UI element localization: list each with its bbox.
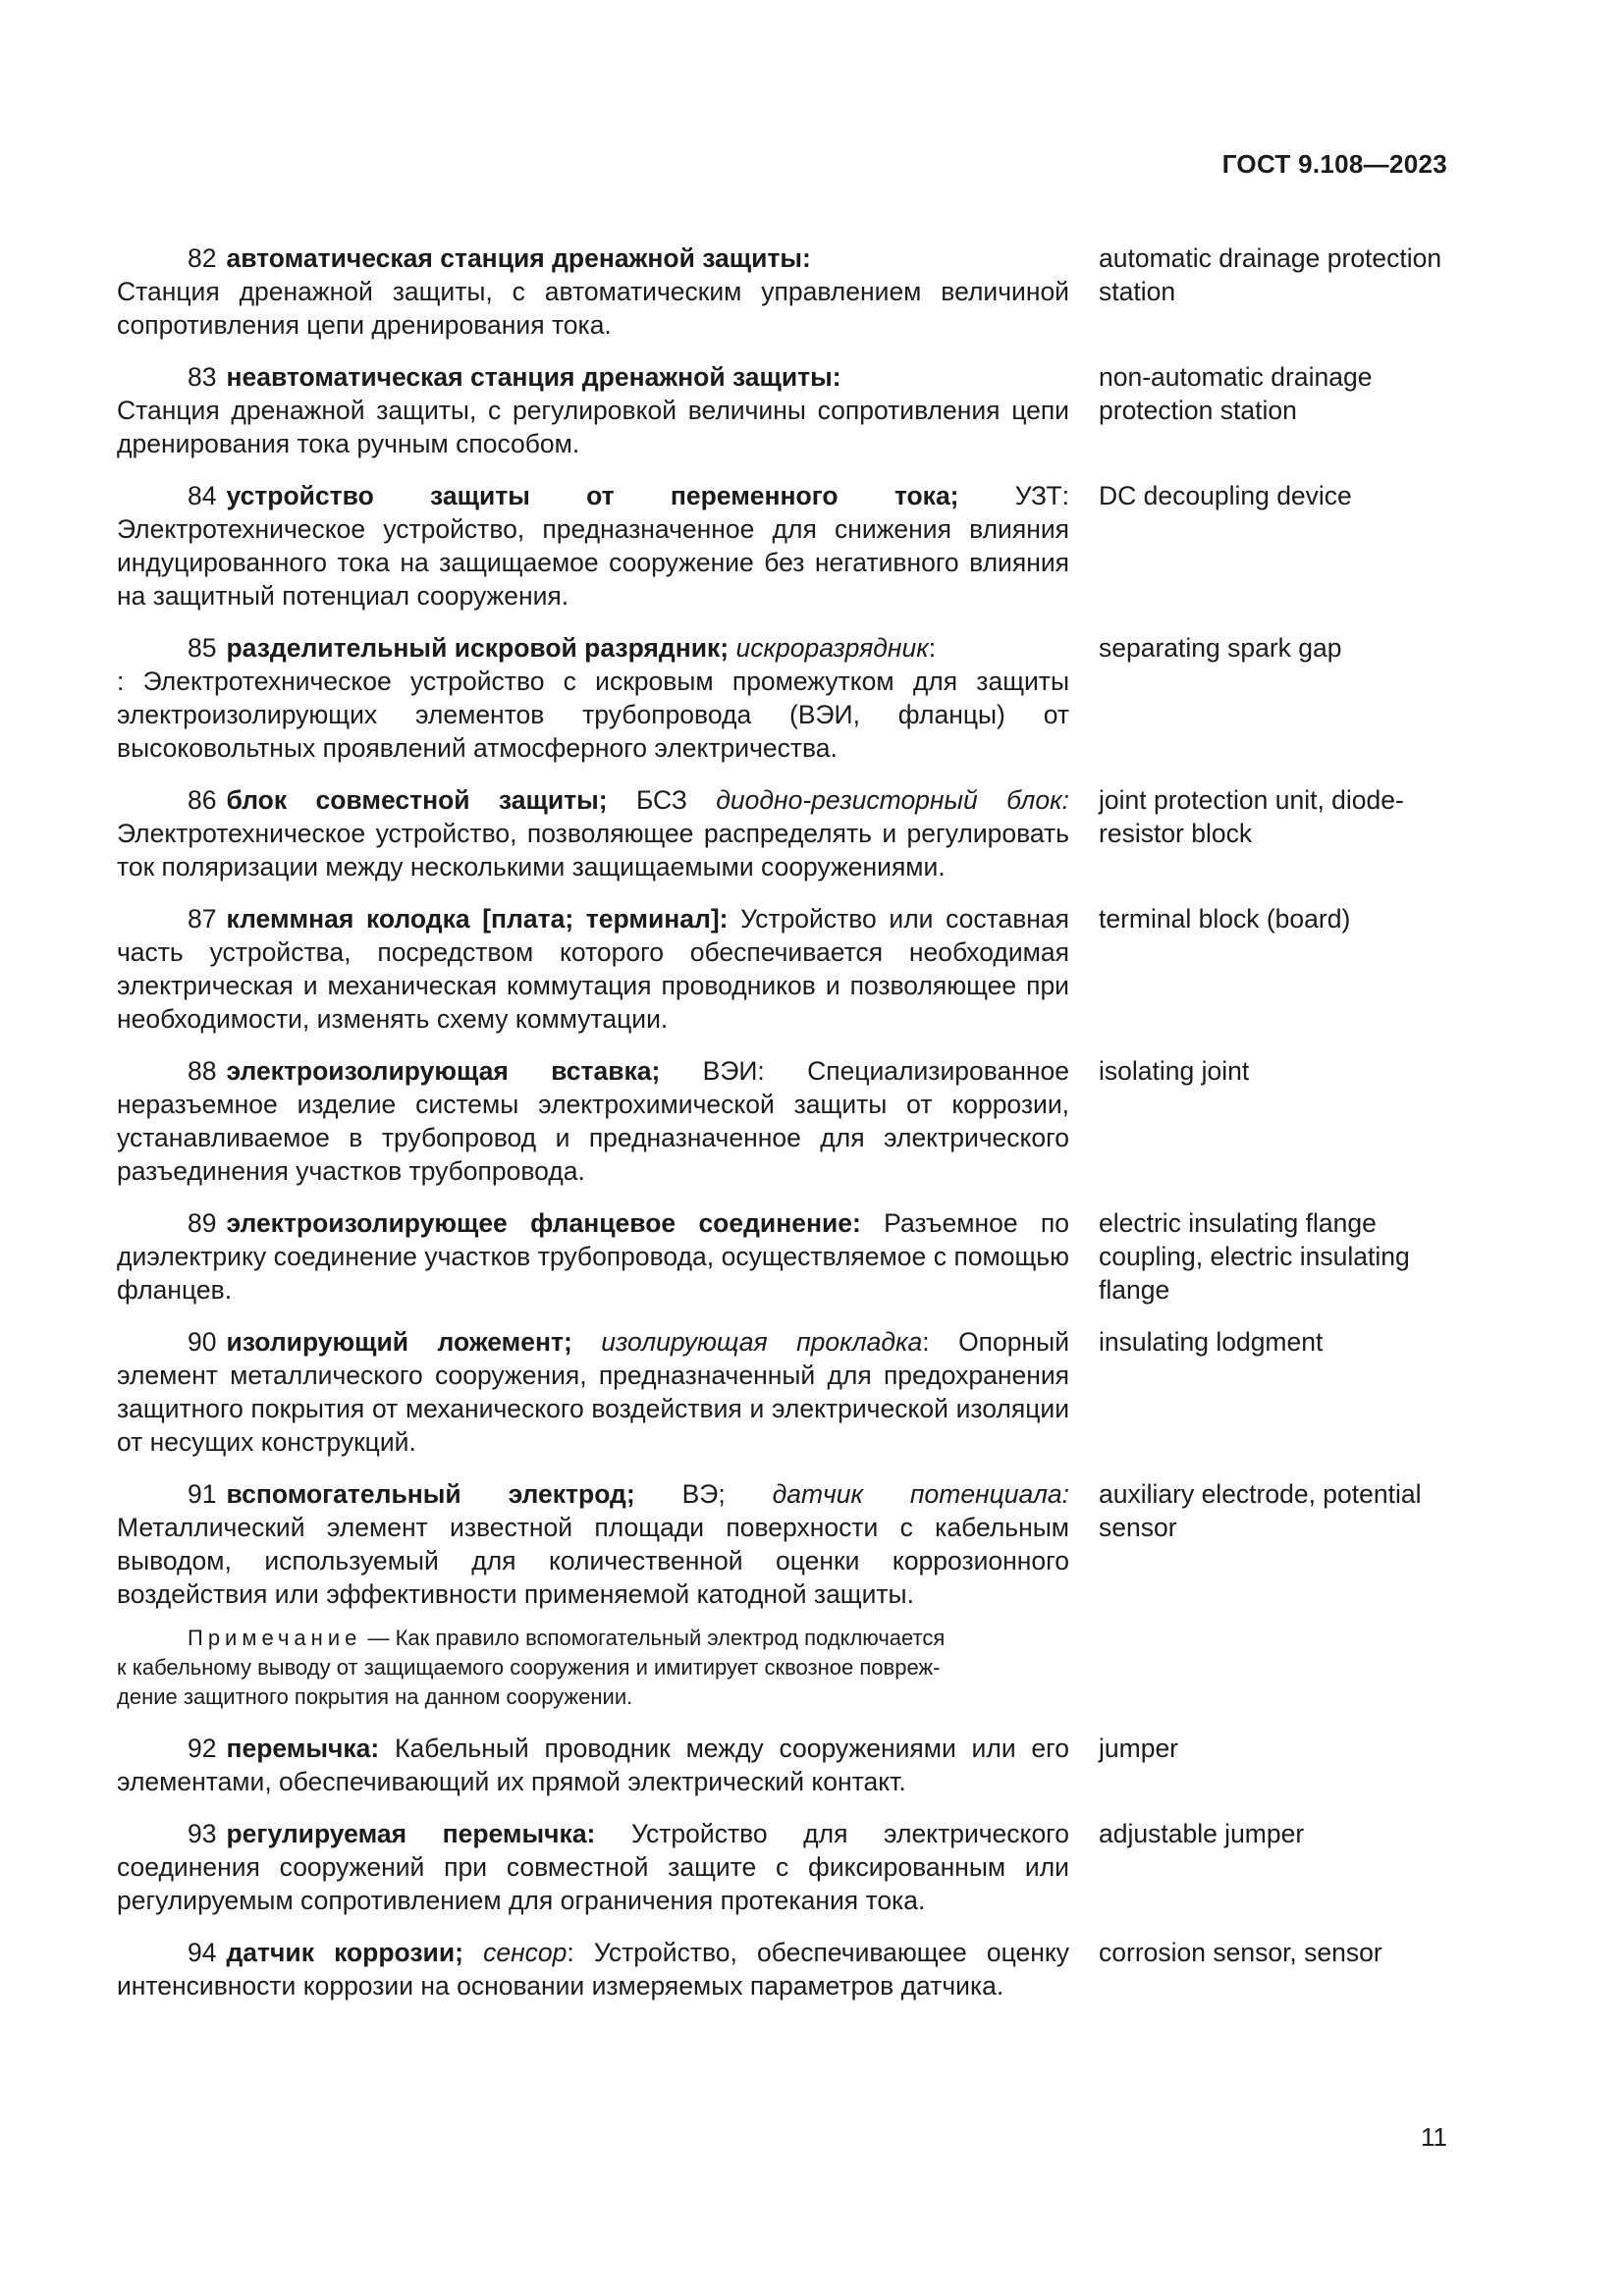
term-english-equivalent: automatic drainage protection station [1099, 243, 1442, 306]
term-number: 84 [188, 481, 217, 510]
term-definition-text: Устройство или составная часть устройства, посредством которого обеспечивается необходимая электрическая и механическая коммутация проводников и позволяющее при необходимости, изменять схему коммутации. [117, 904, 1070, 1034]
term-abbreviation: БСЗ [607, 785, 717, 815]
term-english-equivalent: auxiliary electrode, potential sensor [1099, 1479, 1422, 1542]
term-definition-ru [117, 360, 1069, 460]
term-definition-ru [117, 479, 1069, 613]
term-name: датчик коррозии; [226, 1938, 463, 1967]
note-text-line: — Как правило вспомогательный электрод подключается [361, 1626, 946, 1650]
term-definition-ru [117, 783, 1069, 883]
note-label: Примечание [188, 1626, 362, 1650]
term-name: вспомогательный электрод; [226, 1479, 635, 1509]
term-number: 82 [188, 243, 217, 273]
term-english-equivalent: separating spark gap [1099, 633, 1342, 663]
term-definition-ru [117, 1817, 1069, 1917]
document-designation: ГОСТ 9.108—2023 [1221, 149, 1447, 179]
page-number: 11 [1421, 2122, 1447, 2152]
term-entry-94 [117, 1936, 1452, 2002]
term-english-equivalent: terminal block (board) [1099, 904, 1351, 934]
term-definition-ru [117, 1732, 1069, 1798]
term-entry-87 [117, 902, 1452, 1036]
term-definition-text: УЗТ: Электротехническое устройство, предназначенное для снижения влияния индуцированного тока на защищаемое сооружение без негативного влияния на защитный потенциал сооружения. [117, 481, 1069, 611]
term-synonym: диодно-резисторный блок: [716, 785, 1069, 815]
term-number: 83 [188, 362, 217, 392]
term-number: 92 [188, 1734, 217, 1763]
term-name: устройство защиты от переменного тока; [226, 481, 959, 510]
term-entry-92 [117, 1732, 1452, 1798]
term-number: 89 [188, 1208, 217, 1238]
term-entry-84 [117, 479, 1452, 613]
term-name: электроизолирующее фланцевое соединение: [226, 1208, 861, 1238]
term-name: клеммная колодка [плата; терминал]: [226, 904, 729, 934]
note-text-line: к кабельному выводу от защищаемого сооружения и имитирует сквозное повреж- [117, 1655, 941, 1680]
term-name: регулируемая перемычка: [226, 1819, 596, 1848]
term-definition-text: Разъемное по диэлектрику соединение участков трубопровода, осуществляемое с помощью фланцев. [117, 1208, 1069, 1305]
term-entry-86 [117, 783, 1452, 883]
terms-list [117, 241, 1452, 2021]
term-definition-ru [117, 241, 1069, 342]
term-number: 85 [188, 633, 217, 663]
term-english-equivalent: adjustable jumper [1099, 1819, 1305, 1848]
term-english-equivalent: joint protection unit, diode-resistor block [1099, 785, 1404, 848]
term-definition-text: Станция дренажной защиты, с автоматическим управлением величиной сопротивления цепи дренирования тока. [117, 277, 1069, 340]
term-definition-ru [117, 902, 1069, 1036]
term-definition-ru [117, 1325, 1069, 1459]
term-entry-91 [117, 1477, 1452, 1611]
term-name: блок совместной защиты; [226, 785, 608, 815]
term-abbreviation: ВЭ; [634, 1479, 773, 1509]
term-english-equivalent: DC decoupling device [1099, 481, 1352, 510]
term-definition-text: : Устройство, обеспечивающее оценку интенсивности коррозии на основании измеряемых параметров датчика. [117, 1938, 1069, 2001]
term-definition-text: Устройство для электрического соединения сооружений при совместной защите с фиксированным или регулируемым сопротивлением для ограничения протекания тока. [117, 1819, 1069, 1915]
term-definition-ru: 85 разделительный искровой разрядник; искроразрядник: : Электротехническое устройство с искровым промежутком для защиты электроизолирующих элементов трубопровода (ВЭИ, фланцы) от высоковольтных проявлений атмосферного электричества. [117, 633, 1069, 763]
term-synonym: изолирующая прокладка [571, 1327, 923, 1357]
term-definition-text: Кабельный проводник между сооружениями или его элементами, обеспечивающий их прямой электрический контакт. [117, 1734, 1069, 1796]
term-name: изолирующий ложемент; [226, 1327, 572, 1357]
term-name: перемычка: [226, 1734, 380, 1763]
term-english-equivalent: non-automatic drainage protection station [1099, 362, 1373, 425]
term-name: разделительный искровой разрядник; [226, 633, 730, 663]
term-number: 90 [188, 1327, 217, 1357]
term-english-equivalent: insulating lodgment [1099, 1327, 1324, 1357]
term-entry-85 [117, 631, 1452, 765]
term-definition-text: : Электротехническое устройство с искровым промежутком для защиты электроизолирующих элементов трубопровода (ВЭИ, фланцы) от высоковольтных проявлений атмосферного электричества. [117, 667, 1069, 763]
term-name: неавтоматическая станция дренажной защиты: [226, 362, 841, 392]
term-number: 94 [188, 1938, 217, 1967]
term-entry-89 [117, 1206, 1452, 1307]
term-number: 93 [188, 1819, 217, 1848]
term-number: 86 [188, 785, 217, 815]
note-term-91 [117, 1624, 1069, 1712]
term-synonym: датчик потенциала: [772, 1479, 1070, 1509]
term-number: 88 [188, 1056, 217, 1086]
note-text-line: дение защитного покрытия на данном сооружении. [117, 1684, 633, 1709]
term-english-equivalent: electric insulating flange coupling, electric insulating flange [1099, 1208, 1410, 1305]
term-english-equivalent: isolating joint [1099, 1056, 1250, 1086]
term-entry-88 [117, 1054, 1452, 1188]
term-definition-ru [117, 1477, 1069, 1611]
term-number: 91 [188, 1479, 217, 1509]
term-name: электроизолирующая вставка; [226, 1056, 661, 1086]
term-synonym: сенсор [462, 1938, 568, 1967]
term-english-equivalent: jumper [1099, 1734, 1179, 1763]
term-number: 87 [188, 904, 217, 934]
term-entry-90 [117, 1325, 1452, 1459]
term-definition-text: Электротехническое устройство, позволяющее распределять и регулировать ток поляризации между несколькими защищаемыми сооружениями. [117, 819, 1069, 881]
term-entry-82 [117, 241, 1452, 342]
term-definition-text: Металлический элемент известной площади поверхности с кабельным выводом, используемый для количественной оценки коррозионного воздействия или эффективности применяемой катодной защиты. [117, 1513, 1069, 1609]
term-definition-text: : Опорный элемент металлического сооружения, предназначенный для предохранения защитного покрытия от механического воздействия и электрической изоляции от несущих конструкций. [117, 1327, 1069, 1457]
term-definition-ru [117, 1936, 1069, 2002]
term-definition-text: Станция дренажной защиты, с регулировкой величины сопротивления цепи дренирования тока ручным способом. [117, 396, 1069, 458]
term-definition-ru [117, 1054, 1069, 1188]
term-synonym: искроразрядник [735, 633, 929, 663]
term-english-equivalent: corrosion sensor, sensor [1099, 1938, 1382, 1967]
term-entry-83 [117, 360, 1452, 460]
term-name: автоматическая станция дренажной защиты: [226, 243, 811, 273]
term-definition-text: ВЭИ: Специализированное неразъемное изделие системы электрохимической защиты от коррозии, устанавливаемое в трубопровод и предназначенное для электрического разъединения участков трубопровода. [117, 1056, 1069, 1186]
term-definition-ru [117, 1206, 1069, 1307]
term-entry-93 [117, 1817, 1452, 1917]
